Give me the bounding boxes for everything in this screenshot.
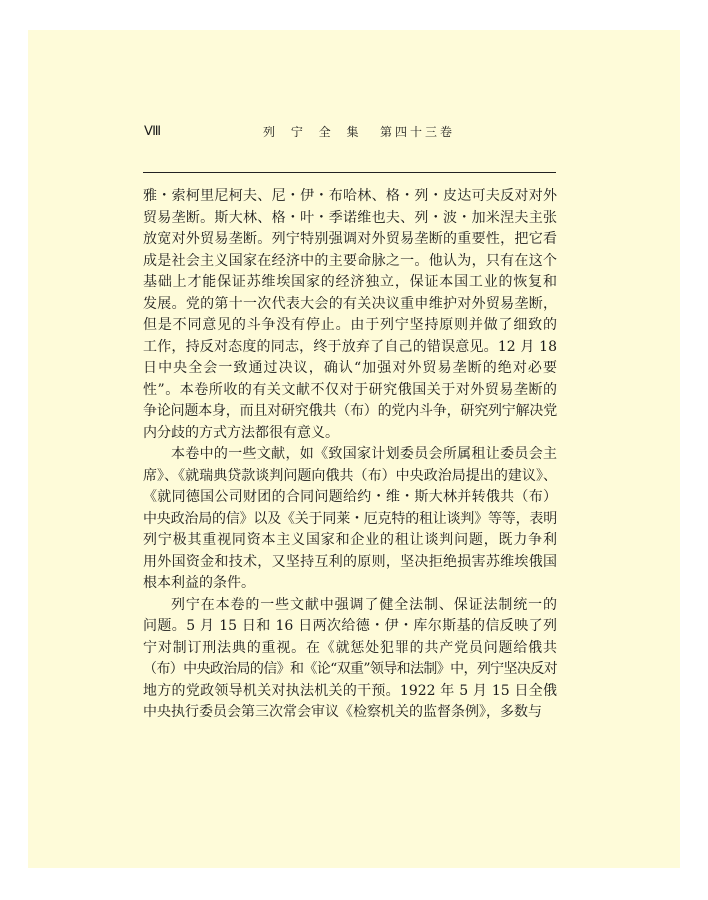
text-line: 本卷中的一些文献，如《致国家计划委员会所属租让委员会主 bbox=[171, 446, 557, 462]
text-line: 贸易垄断。斯大林、格・叶・季诺维也夫、列・波・加米涅夫主张 bbox=[143, 209, 557, 226]
text-line: 《就同德国公司财团的合同问题给约・维・斯大林并转俄共（布） bbox=[143, 489, 557, 505]
text-line: 工作，持反对态度的同志，终于放弃了自己的错误意见。12 月 18 bbox=[143, 338, 557, 355]
book-title: 列 宁 全 集 bbox=[263, 125, 365, 139]
text-line: 雅・索柯里尼柯夫、尼・伊・布哈林、格・列・皮达可夫反对对外 bbox=[143, 188, 557, 204]
paragraph bbox=[143, 444, 557, 595]
text-line: 内分歧的方式方法都很有意义。 bbox=[143, 424, 339, 441]
text-line: 中央政治局的信》以及《关于同莱・厄克特的租让谈判》等等，表明 bbox=[143, 510, 557, 527]
text-line: 列宁极其重视同资本主义国家和企业的租让谈判问题，既力争利 bbox=[143, 532, 557, 548]
text-line: 中央执行委员会第三次常会审议《检察机关的监督条例》，多数与 bbox=[143, 704, 542, 720]
text-line: 性”。本卷所收的有关文献不仅对于研究俄国关于对外贸易垄断的 bbox=[143, 381, 557, 398]
text-line: 问题。5 月 15 日和 16 日两次给德・伊・库尔斯基的信反映了列 bbox=[143, 618, 557, 634]
text-line: 日中央全会一致通过决议，确认“加强对外贸易垄断的绝对必要 bbox=[143, 360, 557, 376]
text-line: 列宁在本卷的一些文献中强调了健全法制、保证法制统一的 bbox=[171, 596, 557, 613]
text-line: 但是不同意见的斗争没有停止。由于列宁坚持原则并做了细致的 bbox=[143, 317, 557, 333]
body-text bbox=[143, 186, 557, 724]
text-line: 放宽对外贸易垄断。列宁特别强调对外贸易垄断的重要性，把它看 bbox=[143, 231, 557, 247]
header-rule bbox=[143, 172, 556, 173]
text-line: （布）中央政治局的信》和《论“双重”领导和法制》中，列宁坚决反对 bbox=[143, 661, 557, 677]
volume-label: 第四十三卷 bbox=[380, 125, 456, 139]
page-number: Ⅷ bbox=[144, 123, 161, 138]
paragraph bbox=[143, 595, 557, 724]
text-line: 宁对制订刑法典的重视。在《就惩处犯罪的共产党员问题给俄共 bbox=[143, 639, 557, 656]
paragraph bbox=[143, 186, 557, 444]
text-line: 用外国资金和技术，又坚持互利的原则，坚决拒绝损害苏维埃俄国 bbox=[143, 553, 557, 570]
text-line: 发展。党的第十一次代表大会的有关决议重申维护对外贸易垄断， bbox=[143, 295, 557, 312]
text-line: 地方的党政领导机关对执法机关的干预。1922 年 5 月 15 日全俄 bbox=[143, 682, 557, 699]
text-line: 争论问题本身，而且对研究俄共（布）的党内斗争，研究列宁解决党 bbox=[143, 403, 557, 419]
text-line: 成是社会主义国家在经济中的主要命脉之一。他认为，只有在这个 bbox=[143, 252, 557, 269]
text-line: 根本利益的条件。 bbox=[143, 575, 255, 591]
text-line: 席》、《就瑞典贷款谈判问题向俄共（布）中央政治局提出的建议》、 bbox=[143, 467, 557, 484]
text-line: 基础上才能保证苏维埃国家的经济独立，保证本国工业的恢复和 bbox=[143, 274, 557, 290]
running-header bbox=[143, 120, 555, 142]
